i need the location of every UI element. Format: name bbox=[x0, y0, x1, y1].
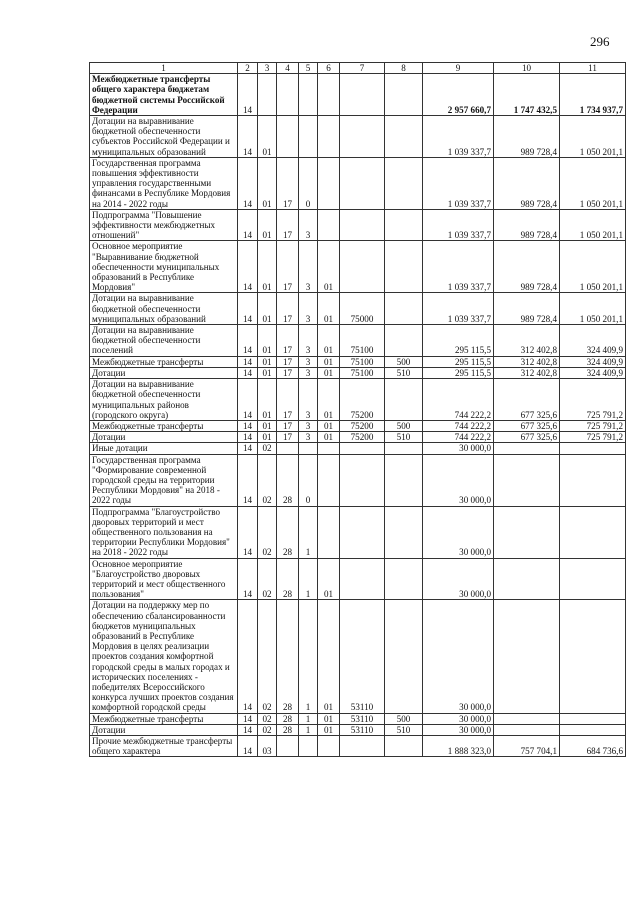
code-subsection bbox=[277, 443, 299, 454]
table-row bbox=[90, 600, 626, 713]
code-ministry: 14 bbox=[238, 157, 258, 209]
code-subsection: 17 bbox=[277, 432, 299, 443]
amount-col11: 1 050 201,1 bbox=[560, 209, 626, 241]
amount-col11 bbox=[560, 454, 626, 506]
code-subprogram: 01 bbox=[318, 241, 340, 293]
code-subprogram bbox=[318, 454, 340, 506]
code-activity bbox=[340, 241, 385, 293]
table-row bbox=[90, 724, 626, 735]
row-name: Межбюджетные трансферты bbox=[90, 713, 238, 724]
code-section bbox=[258, 74, 277, 116]
code-subsection: 17 bbox=[277, 157, 299, 209]
code-subprogram bbox=[318, 736, 340, 757]
row-name: Дотации bbox=[90, 367, 238, 378]
code-program bbox=[299, 116, 318, 158]
code-program: 0 bbox=[299, 157, 318, 209]
code-subsection: 17 bbox=[277, 356, 299, 367]
row-name: Межбюджетные трансферты bbox=[90, 356, 238, 367]
table-row bbox=[90, 293, 626, 325]
code-ministry: 14 bbox=[238, 325, 258, 357]
code-activity bbox=[340, 74, 385, 116]
code-section: 01 bbox=[258, 420, 277, 431]
code-program: 3 bbox=[299, 241, 318, 293]
code-ministry: 14 bbox=[238, 293, 258, 325]
amount-col11 bbox=[560, 600, 626, 713]
code-subprogram bbox=[318, 74, 340, 116]
amount-col9: 30 000,0 bbox=[423, 454, 494, 506]
code-program: 1 bbox=[299, 558, 318, 600]
amount-col10: 989 728,4 bbox=[494, 157, 560, 209]
amount-col10: 677 325,6 bbox=[494, 420, 560, 431]
code-section: 02 bbox=[258, 713, 277, 724]
code-expense-type bbox=[385, 293, 423, 325]
table-row bbox=[90, 241, 626, 293]
amount-col10: 989 728,4 bbox=[494, 293, 560, 325]
code-subsection: 28 bbox=[277, 454, 299, 506]
code-section: 01 bbox=[258, 432, 277, 443]
code-subprogram: 01 bbox=[318, 356, 340, 367]
code-subsection: 28 bbox=[277, 713, 299, 724]
code-expense-type bbox=[385, 558, 423, 600]
code-expense-type bbox=[385, 506, 423, 558]
code-program: 3 bbox=[299, 367, 318, 378]
table-row bbox=[90, 356, 626, 367]
code-subsection: 17 bbox=[277, 209, 299, 241]
row-name: Дотации на выравнивание бюджетной обеспеченности муниципальных районов (городского округа) bbox=[90, 379, 238, 421]
column-header: 4 bbox=[277, 63, 299, 74]
code-activity: 75200 bbox=[340, 432, 385, 443]
code-subprogram: 01 bbox=[318, 325, 340, 357]
amount-col10: 1 747 432,5 bbox=[494, 74, 560, 116]
column-header: 3 bbox=[258, 63, 277, 74]
amount-col11: 1 734 937,7 bbox=[560, 74, 626, 116]
table-row bbox=[90, 506, 626, 558]
column-header: 7 bbox=[340, 63, 385, 74]
column-header: 10 bbox=[494, 63, 560, 74]
code-program: 3 bbox=[299, 379, 318, 421]
amount-col11: 324 409,9 bbox=[560, 325, 626, 357]
code-subsection: 17 bbox=[277, 293, 299, 325]
code-activity bbox=[340, 209, 385, 241]
code-section: 01 bbox=[258, 325, 277, 357]
code-section: 01 bbox=[258, 293, 277, 325]
table-row bbox=[90, 325, 626, 357]
code-subprogram bbox=[318, 116, 340, 158]
code-expense-type bbox=[385, 454, 423, 506]
amount-col11: 725 791,2 bbox=[560, 432, 626, 443]
amount-col9: 1 039 337,7 bbox=[423, 209, 494, 241]
code-subprogram: 01 bbox=[318, 432, 340, 443]
amount-col9: 30 000,0 bbox=[423, 724, 494, 735]
amount-col11: 725 791,2 bbox=[560, 420, 626, 431]
row-name: Прочие межбюджетные трансферты общего характера bbox=[90, 736, 238, 757]
code-program bbox=[299, 443, 318, 454]
code-activity: 53110 bbox=[340, 724, 385, 735]
amount-col10: 989 728,4 bbox=[494, 209, 560, 241]
amount-col9: 295 115,5 bbox=[423, 367, 494, 378]
amount-col11: 1 050 201,1 bbox=[560, 241, 626, 293]
code-activity: 75000 bbox=[340, 293, 385, 325]
column-header: 5 bbox=[299, 63, 318, 74]
amount-col10 bbox=[494, 713, 560, 724]
amount-col10 bbox=[494, 724, 560, 735]
code-subsection: 17 bbox=[277, 367, 299, 378]
amount-col11 bbox=[560, 558, 626, 600]
code-expense-type bbox=[385, 74, 423, 116]
code-subsection: 17 bbox=[277, 379, 299, 421]
amount-col10: 312 402,8 bbox=[494, 367, 560, 378]
amount-col10: 677 325,6 bbox=[494, 432, 560, 443]
row-name: Межбюджетные трансферты общего характера бюджетам бюджетной системы Российской Федерации bbox=[90, 74, 238, 116]
code-activity bbox=[340, 116, 385, 158]
amount-col10: 677 325,6 bbox=[494, 379, 560, 421]
amount-col10: 989 728,4 bbox=[494, 241, 560, 293]
table-row bbox=[90, 209, 626, 241]
row-name: Дотации на выравнивание бюджетной обеспеченности поселений bbox=[90, 325, 238, 357]
code-program: 3 bbox=[299, 325, 318, 357]
code-program: 3 bbox=[299, 356, 318, 367]
code-ministry: 14 bbox=[238, 736, 258, 757]
amount-col9: 1 039 337,7 bbox=[423, 293, 494, 325]
code-ministry: 14 bbox=[238, 241, 258, 293]
code-subsection: 17 bbox=[277, 241, 299, 293]
code-expense-type bbox=[385, 379, 423, 421]
row-name: Основное мероприятие "Выравнивание бюджетной обеспеченности муниципальных образований в Республике Мордовия" bbox=[90, 241, 238, 293]
column-header: 6 bbox=[318, 63, 340, 74]
code-subprogram: 01 bbox=[318, 420, 340, 431]
amount-col11: 1 050 201,1 bbox=[560, 157, 626, 209]
code-section: 02 bbox=[258, 506, 277, 558]
amount-col9: 744 222,2 bbox=[423, 420, 494, 431]
code-activity: 75100 bbox=[340, 325, 385, 357]
amount-col9: 1 888 323,0 bbox=[423, 736, 494, 757]
code-expense-type: 500 bbox=[385, 420, 423, 431]
amount-col11: 684 736,6 bbox=[560, 736, 626, 757]
code-subprogram: 01 bbox=[318, 558, 340, 600]
amount-col9: 744 222,2 bbox=[423, 432, 494, 443]
budget-table bbox=[89, 62, 626, 757]
amount-col11: 725 791,2 bbox=[560, 379, 626, 421]
code-section: 03 bbox=[258, 736, 277, 757]
code-activity bbox=[340, 157, 385, 209]
code-ministry: 14 bbox=[238, 420, 258, 431]
row-name: Государственная программа повышения эффективности управления государственными финансами в Республике Мордовия на 2014 - 2022 годы bbox=[90, 157, 238, 209]
code-subsection: 17 bbox=[277, 420, 299, 431]
code-program bbox=[299, 74, 318, 116]
amount-col10 bbox=[494, 558, 560, 600]
page-number: 296 bbox=[590, 34, 610, 49]
code-subprogram bbox=[318, 157, 340, 209]
code-expense-type: 510 bbox=[385, 367, 423, 378]
row-name: Подпрограмма "Повышение эффективности межбюджетных отношений" bbox=[90, 209, 238, 241]
code-program: 3 bbox=[299, 432, 318, 443]
table-row bbox=[90, 74, 626, 116]
code-subsection bbox=[277, 116, 299, 158]
amount-col9: 295 115,5 bbox=[423, 356, 494, 367]
table-row bbox=[90, 379, 626, 421]
amount-col11 bbox=[560, 713, 626, 724]
code-subsection: 17 bbox=[277, 325, 299, 357]
row-name: Дотации на выравнивание бюджетной обеспеченности муниципальных образований bbox=[90, 293, 238, 325]
amount-col10 bbox=[494, 454, 560, 506]
code-subsection: 28 bbox=[277, 558, 299, 600]
code-ministry: 14 bbox=[238, 558, 258, 600]
amount-col10: 989 728,4 bbox=[494, 116, 560, 158]
code-subprogram: 01 bbox=[318, 379, 340, 421]
code-expense-type bbox=[385, 736, 423, 757]
row-name: Подпрограмма "Благоустройство дворовых территорий и мест общественного пользования на территории Республики Мордовия" на 2018 - 2022 годы bbox=[90, 506, 238, 558]
code-subprogram bbox=[318, 209, 340, 241]
table-row bbox=[90, 454, 626, 506]
code-activity bbox=[340, 558, 385, 600]
amount-col9: 30 000,0 bbox=[423, 506, 494, 558]
code-expense-type: 500 bbox=[385, 356, 423, 367]
row-name: Межбюджетные трансферты bbox=[90, 420, 238, 431]
code-section: 01 bbox=[258, 157, 277, 209]
table-row bbox=[90, 420, 626, 431]
code-subsection bbox=[277, 74, 299, 116]
column-header: 8 bbox=[385, 63, 423, 74]
amount-col9: 1 039 337,7 bbox=[423, 241, 494, 293]
code-ministry: 14 bbox=[238, 379, 258, 421]
row-name: Дотации bbox=[90, 724, 238, 735]
code-ministry: 14 bbox=[238, 116, 258, 158]
amount-col11: 324 409,9 bbox=[560, 356, 626, 367]
amount-col9: 1 039 337,7 bbox=[423, 157, 494, 209]
code-expense-type: 500 bbox=[385, 713, 423, 724]
code-section: 02 bbox=[258, 558, 277, 600]
code-section: 01 bbox=[258, 367, 277, 378]
code-activity bbox=[340, 443, 385, 454]
code-expense-type bbox=[385, 443, 423, 454]
code-ministry: 14 bbox=[238, 209, 258, 241]
code-expense-type bbox=[385, 157, 423, 209]
code-section: 02 bbox=[258, 600, 277, 713]
code-subprogram: 01 bbox=[318, 713, 340, 724]
code-ministry: 14 bbox=[238, 367, 258, 378]
amount-col11 bbox=[560, 724, 626, 735]
amount-col9: 30 000,0 bbox=[423, 558, 494, 600]
code-subprogram: 01 bbox=[318, 367, 340, 378]
code-ministry: 14 bbox=[238, 724, 258, 735]
code-ministry: 14 bbox=[238, 454, 258, 506]
code-expense-type bbox=[385, 600, 423, 713]
row-name: Дотации bbox=[90, 432, 238, 443]
code-subsection: 28 bbox=[277, 600, 299, 713]
column-header: 1 bbox=[90, 63, 238, 74]
amount-col11: 324 409,9 bbox=[560, 367, 626, 378]
row-name: Дотации на выравнивание бюджетной обеспеченности субъектов Российской Федерации и муниципальных образований bbox=[90, 116, 238, 158]
table-row bbox=[90, 116, 626, 158]
code-program: 3 bbox=[299, 209, 318, 241]
code-section: 02 bbox=[258, 724, 277, 735]
code-program: 3 bbox=[299, 293, 318, 325]
code-program bbox=[299, 736, 318, 757]
code-ministry: 14 bbox=[238, 356, 258, 367]
column-header: 2 bbox=[238, 63, 258, 74]
code-section: 01 bbox=[258, 356, 277, 367]
code-subsection: 28 bbox=[277, 506, 299, 558]
code-ministry: 14 bbox=[238, 74, 258, 116]
column-header: 11 bbox=[560, 63, 626, 74]
code-expense-type bbox=[385, 325, 423, 357]
code-expense-type: 510 bbox=[385, 724, 423, 735]
code-activity: 53110 bbox=[340, 600, 385, 713]
code-section: 02 bbox=[258, 454, 277, 506]
amount-col11: 1 050 201,1 bbox=[560, 116, 626, 158]
amount-col9: 2 957 660,7 bbox=[423, 74, 494, 116]
code-subprogram: 01 bbox=[318, 293, 340, 325]
amount-col11 bbox=[560, 443, 626, 454]
amount-col9: 30 000,0 bbox=[423, 443, 494, 454]
amount-col9: 30 000,0 bbox=[423, 713, 494, 724]
code-section: 01 bbox=[258, 209, 277, 241]
table-row bbox=[90, 736, 626, 757]
table-row bbox=[90, 713, 626, 724]
table-row bbox=[90, 558, 626, 600]
amount-col9: 30 000,0 bbox=[423, 600, 494, 713]
code-program: 0 bbox=[299, 454, 318, 506]
code-ministry: 14 bbox=[238, 506, 258, 558]
code-activity bbox=[340, 454, 385, 506]
code-subprogram bbox=[318, 506, 340, 558]
code-ministry: 14 bbox=[238, 443, 258, 454]
code-activity: 75200 bbox=[340, 379, 385, 421]
row-name: Государственная программа "Формирование современной городской среды на территории Республики Мордовия" на 2018 - 2022 годы bbox=[90, 454, 238, 506]
code-activity: 75200 bbox=[340, 420, 385, 431]
code-ministry: 14 bbox=[238, 713, 258, 724]
table-row bbox=[90, 443, 626, 454]
amount-col10: 312 402,8 bbox=[494, 356, 560, 367]
row-name: Основное мероприятие "Благоустройство дворовых территорий и мест общественного пользования" bbox=[90, 558, 238, 600]
code-section: 01 bbox=[258, 116, 277, 158]
amount-col9: 744 222,2 bbox=[423, 379, 494, 421]
budget-table-body bbox=[90, 63, 626, 757]
code-activity: 75100 bbox=[340, 367, 385, 378]
code-subsection bbox=[277, 736, 299, 757]
row-name: Дотации на поддержку мер по обеспечению сбалансированности бюджетов муниципальных образований в Республике Мордовия в целях реализации проектов создания комфортной городской среды в малых городах и исторических поселениях - победителях Всероссийского конкурса лучших проектов создания комфортной городской среды bbox=[90, 600, 238, 713]
table-row bbox=[90, 367, 626, 378]
code-expense-type bbox=[385, 241, 423, 293]
amount-col11 bbox=[560, 506, 626, 558]
code-ministry: 14 bbox=[238, 432, 258, 443]
column-header: 9 bbox=[423, 63, 494, 74]
code-program: 1 bbox=[299, 506, 318, 558]
code-subprogram: 01 bbox=[318, 724, 340, 735]
amount-col9: 1 039 337,7 bbox=[423, 116, 494, 158]
code-activity: 53110 bbox=[340, 713, 385, 724]
code-subprogram bbox=[318, 443, 340, 454]
amount-col10: 757 704,1 bbox=[494, 736, 560, 757]
code-section: 02 bbox=[258, 443, 277, 454]
code-section: 01 bbox=[258, 379, 277, 421]
code-program: 1 bbox=[299, 724, 318, 735]
amount-col10 bbox=[494, 443, 560, 454]
code-expense-type bbox=[385, 209, 423, 241]
code-subprogram: 01 bbox=[318, 600, 340, 713]
code-expense-type bbox=[385, 116, 423, 158]
row-name: Иные дотации bbox=[90, 443, 238, 454]
code-program: 1 bbox=[299, 713, 318, 724]
amount-col10 bbox=[494, 600, 560, 713]
code-program: 3 bbox=[299, 420, 318, 431]
code-activity: 75100 bbox=[340, 356, 385, 367]
code-ministry: 14 bbox=[238, 600, 258, 713]
code-section: 01 bbox=[258, 241, 277, 293]
code-activity bbox=[340, 736, 385, 757]
code-program: 1 bbox=[299, 600, 318, 713]
column-header-row bbox=[90, 63, 626, 74]
amount-col9: 295 115,5 bbox=[423, 325, 494, 357]
code-subsection: 28 bbox=[277, 724, 299, 735]
amount-col10 bbox=[494, 506, 560, 558]
code-expense-type: 510 bbox=[385, 432, 423, 443]
amount-col11: 1 050 201,1 bbox=[560, 293, 626, 325]
amount-col10: 312 402,8 bbox=[494, 325, 560, 357]
code-activity bbox=[340, 506, 385, 558]
table-row bbox=[90, 157, 626, 209]
table-row bbox=[90, 432, 626, 443]
